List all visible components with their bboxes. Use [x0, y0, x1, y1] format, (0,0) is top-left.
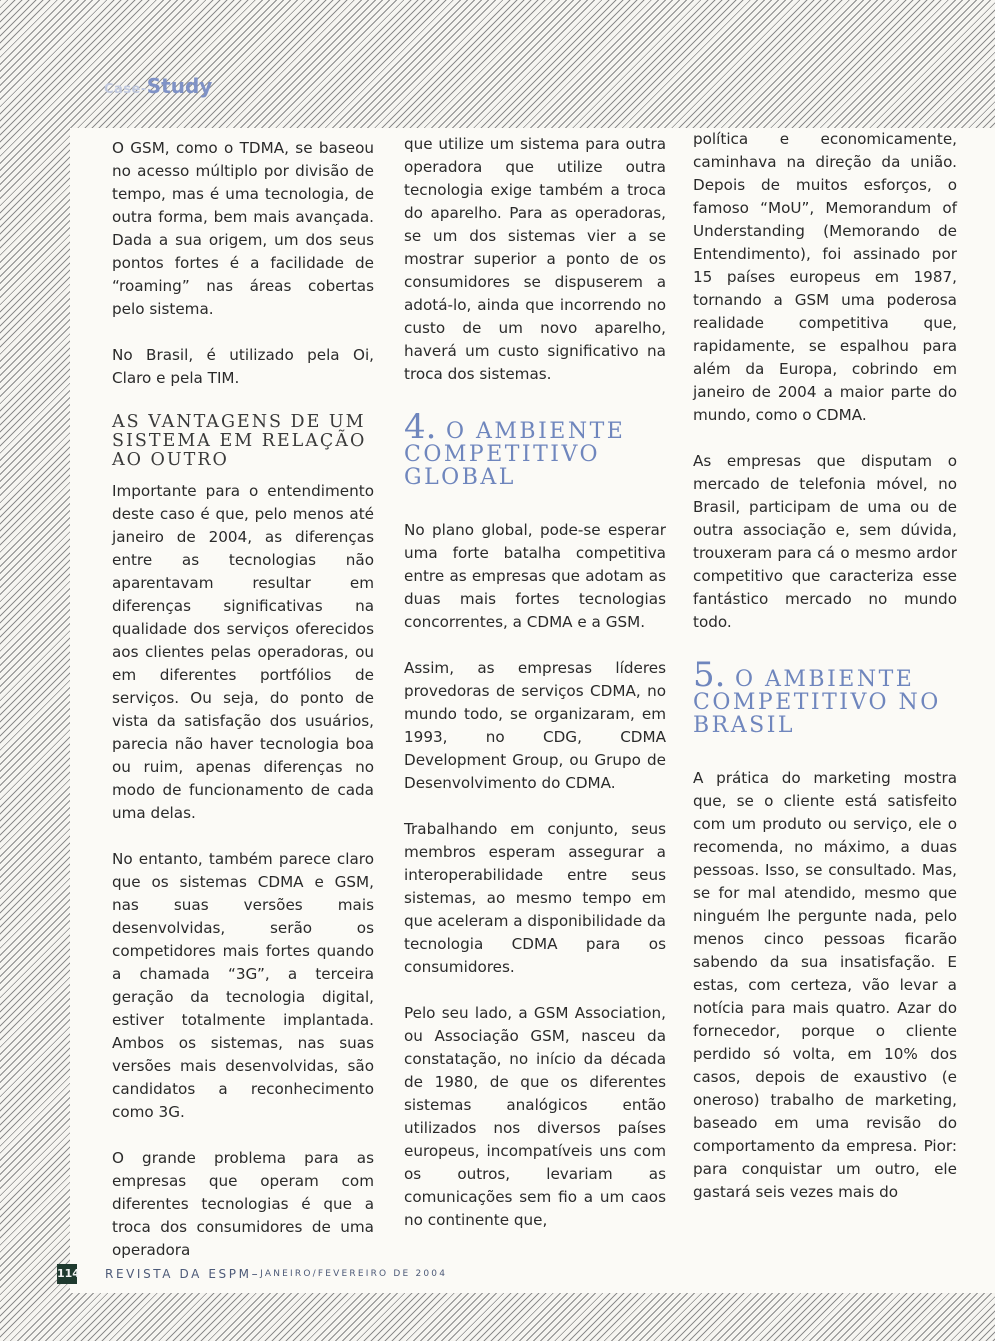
publication-name: REVISTA DA ESPM — [105, 1267, 252, 1281]
header-separator: - — [140, 82, 147, 97]
paragraph: política e economicamente, caminhava na direção da união. Depois de muitos esforços, o famoso “MoU”, Memorandum of Understanding (Memorando de Entendimento), foi assinado por 15 países europeus em 1987, tornando a GSM uma poderosa realidade competitiva que, rapidamente, se espalhou para além da Europa, cobrindo em janeiro de 2004 a maior parte do mundo, como o CDMA. — [693, 130, 957, 424]
page-number: 114 — [57, 1264, 77, 1284]
subheading: AS VANTAGENS DE UM SISTEMA EM RELAÇÃO AO OUTRO — [112, 412, 367, 470]
paragraph: que utilize um sistema para outra operadora que utilize outra tecnologia exige também a troca do aparelho. Para as operadoras, se um dos sistemas vier a se mostrar superior a ponto de os consumidores se dispuserem a adotá-lo, ainda que incorrendo no custo de um novo aparelho, haverá um custo significativo na troca dos sistemas. — [404, 135, 666, 383]
section-title-text: O AMBIENTE COMPETITIVO GLOBAL — [404, 419, 626, 490]
paragraph: As empresas que disputam o mercado de telefonia móvel, no Brasil, participam de uma ou de outra associação e, sem dúvida, trouxeram para cá o mesmo ardor competitivo que caracteriza esse fantástico mercado no mundo todo. — [693, 452, 957, 631]
article-column-1 — [112, 137, 374, 1285]
section-title-5 — [693, 655, 957, 738]
header-case-label: Case — [104, 82, 141, 97]
paragraph: No Brasil, é utilizado pela Oi, Claro e pela TIM. — [112, 346, 374, 387]
paragraph: Trabalhando em conjunto, seus membros esperam assegurar a interoperabilidade entre seus sistemas, ao mesmo tempo em que aceleram a disponibilidade da tecnologia CDMA para os consumidores. — [404, 820, 666, 976]
paragraph: A prática do marketing mostra que, se o cliente está satisfeito com um produto ou serviço, ele o recomenda, no máximo, a duas pessoas. Isso, se consultado. Mas, se for mal atendido, mesmo que ninguém lhe pergunte nada, pelo menos cinco pessoas ficarão sabendo da sua insatisfação. E estas, com certeza, vão levar a notícia para mais quatro. Azar do fornecedor, porque o cliente perdido só volta, em 10% dos casos, depois de exaustivo (e oneroso) trabalho de marketing, baseado em uma revisão do comportamento da empresa. Pior: para conquistar um outro, ele gastará seis vezes mais do — [693, 769, 957, 1201]
page-footer — [57, 1264, 447, 1284]
paragraph: No entanto, também parece claro que os sistemas CDMA e GSM, nas suas versões mais desenvolvidas, serão os competidores mais fortes quando a chamada “3G”, a terceira geração da tecnologia digital, estiver totalmente implantada. Ambos os sistemas, nas suas versões mais desenvolvidas, são candidatos a reconhecimento como 3G. — [112, 850, 374, 1121]
footer-separator: – — [251, 1267, 261, 1281]
article-column-3 — [693, 128, 957, 1227]
paragraph: O grande problema para as empresas que operam com diferentes tecnologias é que a troca dos consumidores de uma operadora — [112, 1149, 374, 1259]
section-number: 4. — [404, 407, 437, 447]
section-number: 5. — [693, 655, 726, 695]
issue-date: JANEIRO/FEVEREIRO DE 2004 — [260, 1269, 448, 1279]
paragraph: Assim, as empresas líderes provedoras de serviços CDMA, no mundo todo, se organizaram, em 1993, no CDG, CDMA Development Group, ou Grupo de Desenvolvimento do CDMA. — [404, 659, 666, 792]
paragraph: No plano global, pode-se esperar uma forte batalha competitiva entre as empresas que adotam as duas mais fortes tecnologias concorrentes, a CDMA e a GSM. — [404, 521, 666, 631]
section-header — [104, 73, 212, 99]
header-study-label: Study — [146, 74, 213, 98]
paragraph: Importante para o entendimento deste caso é que, pelo menos até janeiro de 2004, as diferenças entre as tecnologias não aparentavam resultar em diferenças significativas na qualidade dos serviços oferecidos aos clientes pelas operadoras, ou em diferentes portfólios de serviços. Ou seja, do ponto de vista da satisfação dos usuários, parecia não haver tecnologia boa ou ruim, apenas diferenças no modo de funcionamento de cada uma delas. — [112, 482, 374, 822]
section-title-text: O AMBIENTE COMPETITIVO NO BRASIL — [693, 667, 941, 738]
paragraph: O GSM, como o TDMA, se baseou no acesso múltiplo por divisão de tempo, mas é uma tecnologia, de outra forma, bem mais avançada. Dada a sua origem, um dos seus pontos fortes é a facilidade de “roaming” nas áreas cobertas pelo sistema. — [112, 139, 374, 318]
section-title-4 — [404, 407, 666, 490]
paragraph: Pelo seu lado, a GSM Association, ou Associação GSM, nasceu da constatação, no início da década de 1980, de que os diferentes sistemas analógicos então utilizados nos diversos países europeus, incompatíveis uns com os outros, levariam as comunicações sem fio a um caos no continente que, — [404, 1004, 666, 1229]
article-column-2 — [404, 133, 666, 1255]
